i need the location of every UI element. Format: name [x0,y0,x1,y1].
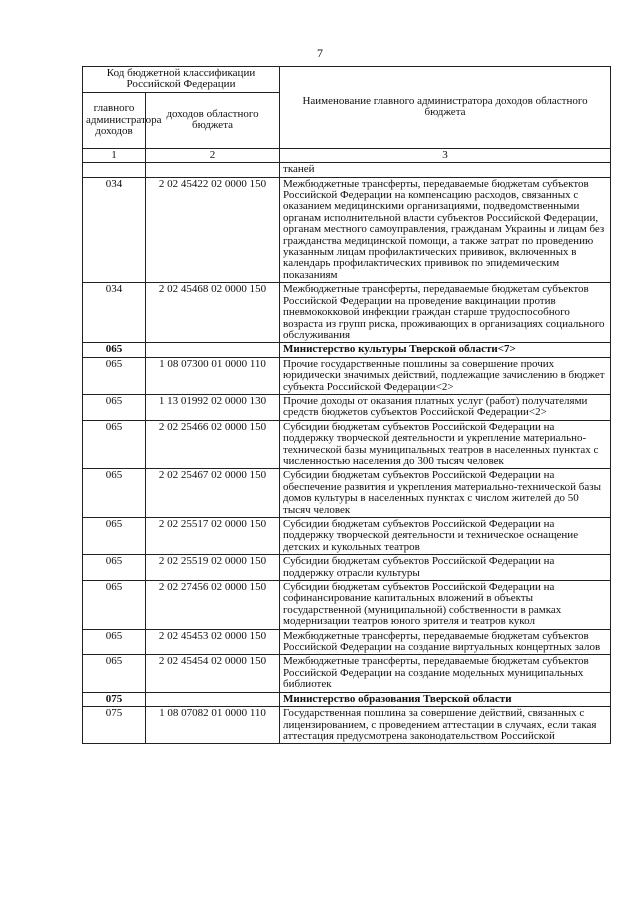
table-row [83,518,611,555]
table-row [83,707,611,744]
income-column-header: доходов областного бюджета [146,92,280,148]
table-row [83,655,611,692]
table-row [83,283,611,343]
admin-code-cell: 034 [83,283,146,343]
name-cell: Межбюджетные трансферты, передаваемые бюджетам субъектов Российской Федерации на компенсацию расходов, связанных с оказанием медицинскими организациями, подведомственными органам исполнительной власти субъектов Российской Федерации, органам местного самоуправления, гражданам Украины и лицам без гражданства медицинской помощи, а также затрат по проведению указанным лицам профилактических прививок, включенных в календарь профилактических прививок по эпидемическим показаниям [280,177,611,283]
admin-code-cell: 065 [83,581,146,630]
code-group-header: Код бюджетной классификации Российской Федерации [83,67,280,93]
income-code-cell: 2 02 45468 02 0000 150 [146,283,280,343]
table-row [83,177,611,283]
table-row [83,163,611,177]
income-code-cell [146,343,280,357]
name-cell: Субсидии бюджетам субъектов Российской Федерации на поддержку творческой деятельности и укрепление материально-технической базы муниципальных театров в населенных пунктах с численностью населения до 300 тысяч человек [280,420,611,469]
income-code-cell [146,692,280,706]
income-code-cell: 2 02 25466 02 0000 150 [146,420,280,469]
income-code-cell: 1 08 07082 01 0000 110 [146,707,280,744]
name-cell: Субсидии бюджетам субъектов Российской Федерации на поддержку творческой деятельности и техническое оснащение детских и кукольных театров [280,518,611,555]
income-code-cell: 2 02 25467 02 0000 150 [146,469,280,518]
column-number-1: 1 [83,148,146,162]
name-cell: Прочие государственные пошлины за совершение прочих юридически значимых действий, подлежащие зачислению в бюджет субъекта Российской Федерации<2> [280,357,611,394]
income-code-cell: 2 02 45453 02 0000 150 [146,629,280,655]
admin-code-cell: 075 [83,692,146,706]
admin-code-cell: 065 [83,357,146,394]
income-code-cell: 2 02 45422 02 0000 150 [146,177,280,283]
name-cell: Межбюджетные трансферты, передаваемые бюджетам субъектов Российской Федерации на создание виртуальных концертных залов [280,629,611,655]
admin-code-cell [83,163,146,177]
table-row [83,469,611,518]
name-cell: Прочие доходы от оказания платных услуг (работ) получателями средств бюджетов субъектов Российской Федерации<2> [280,394,611,420]
income-code-cell [146,163,280,177]
admin-code-cell: 034 [83,177,146,283]
column-number-row [83,148,611,162]
name-cell: Субсидии бюджетам субъектов Российской Федерации на поддержку отрасли культуры [280,555,611,581]
ministry-row [83,692,611,706]
header-row-1 [83,67,611,93]
admin-code-cell: 065 [83,655,146,692]
name-column-header: Наименование главного администратора доходов областного бюджета [280,67,611,149]
admin-column-header: главного администратора доходов [83,92,146,148]
income-code-cell: 2 02 25519 02 0000 150 [146,555,280,581]
name-cell: Министерство культуры Тверской области<7> [280,343,611,357]
admin-code-cell: 065 [83,343,146,357]
table-row [83,555,611,581]
admin-code-cell: 065 [83,518,146,555]
ministry-row [83,343,611,357]
name-cell: Межбюджетные трансферты, передаваемые бюджетам субъектов Российской Федерации на создание модельных муниципальных библиотек [280,655,611,692]
table-row [83,357,611,394]
table-row [83,394,611,420]
admin-code-cell: 065 [83,629,146,655]
income-code-cell: 1 08 07300 01 0000 110 [146,357,280,394]
budget-classification-table [82,66,611,744]
income-code-cell: 2 02 27456 02 0000 150 [146,581,280,630]
admin-code-cell: 065 [83,469,146,518]
admin-code-cell: 075 [83,707,146,744]
admin-code-cell: 065 [83,420,146,469]
name-cell: тканей [280,163,611,177]
table-row [83,581,611,630]
table-row [83,629,611,655]
column-number-3: 3 [280,148,611,162]
name-cell: Субсидии бюджетам субъектов Российской Федерации на обеспечение развития и укрепления материально-технической базы домов культуры в населенных пунктах с числом жителей до 50 тысяч человек [280,469,611,518]
column-number-2: 2 [146,148,280,162]
name-cell: Министерство образования Тверской области [280,692,611,706]
name-cell: Субсидии бюджетам субъектов Российской Федерации на софинансирование капитальных вложений в объекты государственной (муниципальной) собственности в рамках модернизации театров юного зрителя и театров кукол [280,581,611,630]
page-number: 7 [317,46,323,60]
admin-code-cell: 065 [83,394,146,420]
income-code-cell: 1 13 01992 02 0000 130 [146,394,280,420]
name-cell: Межбюджетные трансферты, передаваемые бюджетам субъектов Российской Федерации на проведение вакцинации против пневмококковой инфекции граждан старше трудоспособного возраста из групп риска, проживающих в организациях социального обслуживания [280,283,611,343]
income-code-cell: 2 02 25517 02 0000 150 [146,518,280,555]
table-row [83,420,611,469]
income-code-cell: 2 02 45454 02 0000 150 [146,655,280,692]
admin-code-cell: 065 [83,555,146,581]
name-cell: Государственная пошлина за совершение действий, связанных с лицензированием, с проведением аттестации в случаях, если такая аттестация предусмотрена законодательством Российской [280,707,611,744]
